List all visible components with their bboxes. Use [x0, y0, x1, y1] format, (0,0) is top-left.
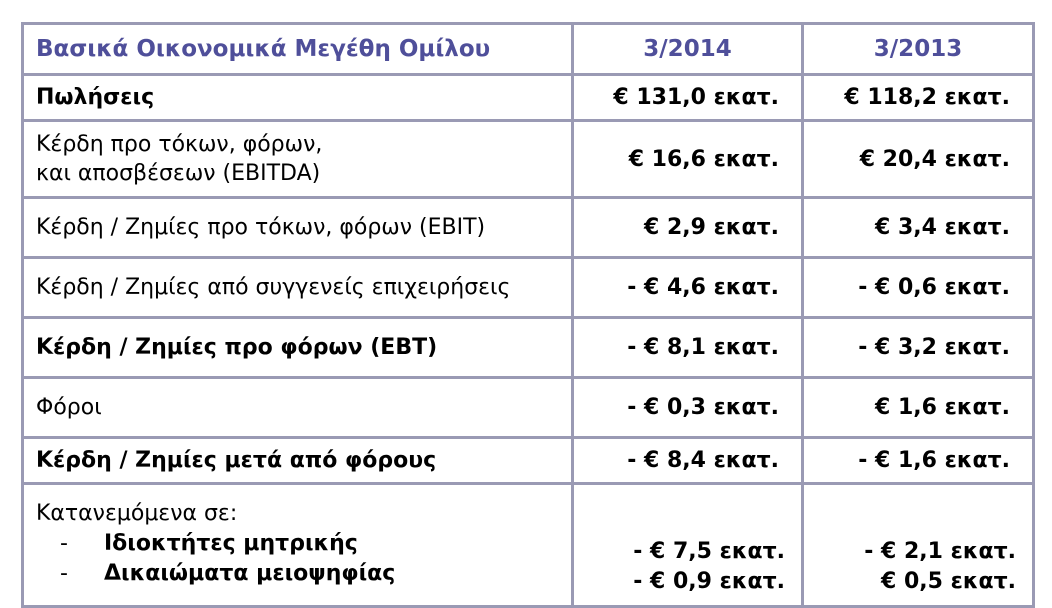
header-period-2014: 3/2014 [573, 24, 803, 75]
attribution-item [36, 559, 549, 589]
value-2014: - € 8,4 εκατ. [573, 438, 803, 484]
row-label-line-2: και αποσβέσεων (EBITDA) [36, 161, 321, 186]
value-2013: € 1,6 εκατ. [803, 378, 1034, 438]
value-2013: - € 3,2 εκατ. [803, 318, 1034, 378]
header-label: Βασικά Οικονομικά Μεγέθη Ομίλου [23, 24, 573, 75]
value-2013: - € 0,6 εκατ. [803, 258, 1034, 318]
row-label [23, 121, 573, 198]
row-label: Κέρδη / Ζημίες μετά από φόρους [23, 438, 573, 484]
attribution-item-label: Δικαιώματα μειοψηφίας [104, 560, 396, 586]
attribution-title: Κατανεμόμενα σε: [36, 500, 238, 526]
value-2013: € 118,2 εκατ. [803, 75, 1034, 121]
value-2014: € 16,6 εκατ. [573, 121, 803, 198]
attribution-item-label: Ιδιοκτήτες μητρικής [104, 530, 358, 556]
list-dash: - [60, 530, 68, 556]
value-2014: - € 0,3 εκατ. [573, 378, 803, 438]
value-2013: € 20,4 εκατ. [803, 121, 1034, 198]
value-2013: € 3,4 εκατ. [803, 198, 1034, 258]
row-label: Φόροι [23, 378, 573, 438]
value-2014: - € 7,5 εκατ. [633, 539, 785, 564]
table-row-ebt [23, 318, 1034, 378]
list-dash: - [60, 560, 68, 586]
value-2014: - € 4,6 εκατ. [573, 258, 803, 318]
value-2013: - € 1,6 εκατ. [803, 438, 1034, 484]
value-2014: € 2,9 εκατ. [573, 198, 803, 258]
attribution-item [36, 529, 549, 559]
table-row-ebitda [23, 121, 1034, 198]
row-label: Κέρδη / Ζημίες από συγγενείς επιχειρήσεις [23, 258, 573, 318]
row-label: Κέρδη / Ζημίες προ τόκων, φόρων (EBIT) [23, 198, 573, 258]
attribution-values-2013 [803, 484, 1034, 607]
value-2013: € 0,5 εκατ. [881, 569, 1016, 594]
table-row-attribution [23, 484, 1034, 607]
financial-figures-table [21, 22, 1035, 608]
value-2014: - € 8,1 εκατ. [573, 318, 803, 378]
row-label: Κέρδη / Ζημίες προ φόρων (EBT) [23, 318, 573, 378]
table-row-sales [23, 75, 1034, 121]
table-row-taxes [23, 378, 1034, 438]
table-row-ebit [23, 198, 1034, 258]
value-2014: - € 0,9 εκατ. [633, 569, 785, 594]
value-2014: € 131,0 εκατ. [573, 75, 803, 121]
row-label: Πωλήσεις [23, 75, 573, 121]
attribution-values-2014 [573, 484, 803, 607]
table-header-row [23, 24, 1034, 75]
header-period-2013: 3/2013 [803, 24, 1034, 75]
row-label-line-1: Κέρδη προ τόκων, φόρων, [36, 132, 323, 157]
table-row-associates [23, 258, 1034, 318]
attribution-label-cell [23, 484, 573, 607]
value-2013: - € 2,1 εκατ. [864, 539, 1016, 564]
table-row-eat [23, 438, 1034, 484]
